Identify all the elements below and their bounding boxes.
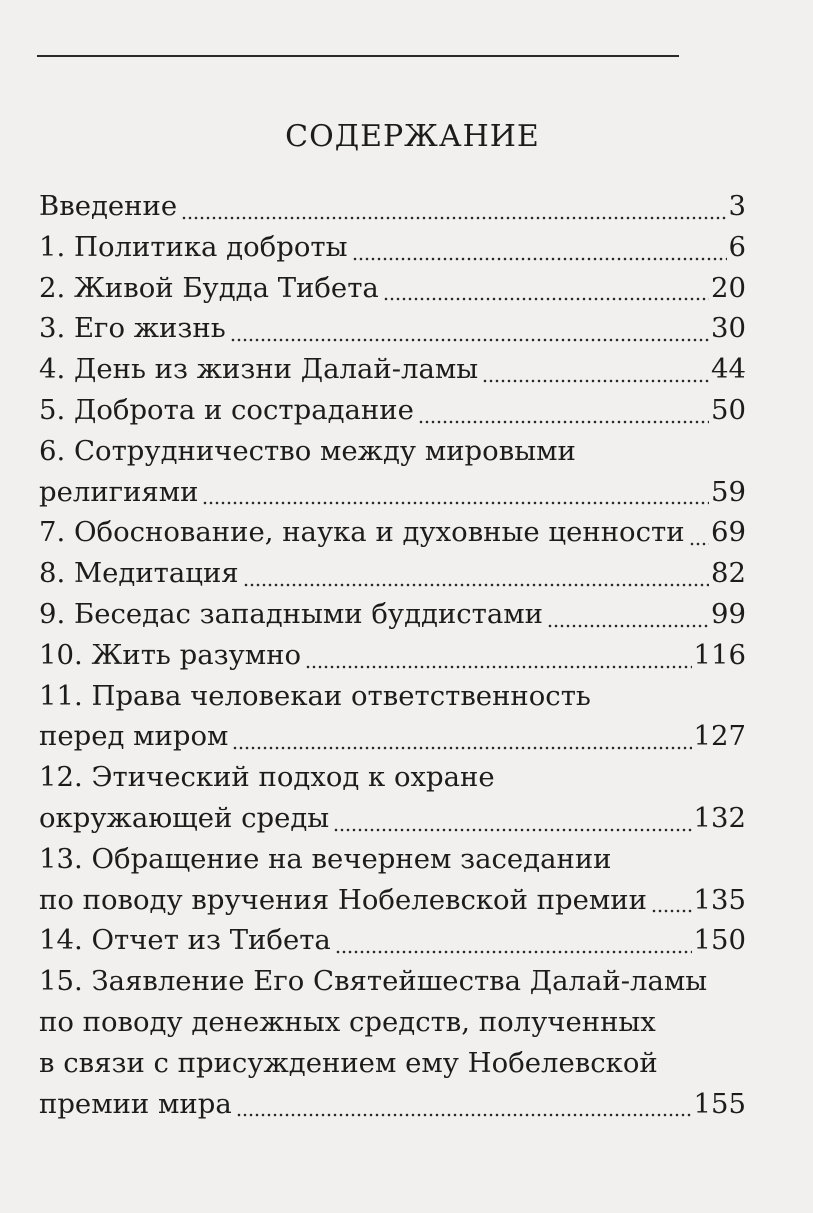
toc-page-number: 30 bbox=[711, 312, 746, 345]
toc-page-number: 59 bbox=[711, 475, 746, 508]
toc-entry-title: религиями bbox=[39, 475, 199, 508]
dot-leader bbox=[305, 658, 691, 669]
toc-entry-title: 12. Этический подход к охране bbox=[39, 761, 495, 794]
dot-leader bbox=[651, 902, 692, 913]
toc-line bbox=[39, 308, 746, 349]
dot-leader bbox=[335, 943, 692, 954]
toc-line bbox=[39, 798, 746, 839]
toc-entry-title: 9. Беседас западными буддистами bbox=[39, 597, 543, 630]
toc-entry-title: 6. Сотрудничество между мировыми bbox=[39, 434, 576, 467]
toc-entry-title: 4. День из жизни Далай-ламы bbox=[39, 353, 479, 386]
toc-entry-title: 2. Живой Будда Тибета bbox=[39, 271, 379, 304]
dot-leader bbox=[418, 413, 709, 424]
toc-entry bbox=[39, 920, 746, 961]
page-title: СОДЕРЖАНИЕ bbox=[285, 119, 540, 154]
top-rule bbox=[37, 55, 679, 57]
toc-page-number: 50 bbox=[711, 393, 746, 426]
toc-entry-title: 7. Обоснование, наука и духовные ценности bbox=[39, 516, 685, 549]
toc-line bbox=[39, 1084, 746, 1125]
toc-page-number: 132 bbox=[693, 801, 746, 834]
toc-line bbox=[39, 186, 746, 227]
dot-leader bbox=[202, 494, 709, 505]
dot-leader bbox=[689, 535, 709, 546]
toc-entry-title: премии мира bbox=[39, 1087, 232, 1120]
toc-entry bbox=[39, 349, 746, 390]
toc-entry-title: по поводу денежных средств, полученных bbox=[39, 1005, 656, 1038]
toc-entry-title: 14. Отчет из Тибета bbox=[39, 924, 331, 957]
toc-entry bbox=[39, 308, 746, 349]
toc-entry bbox=[39, 390, 746, 431]
toc-entry bbox=[39, 635, 746, 676]
toc-entry-title: 10. Жить разумно bbox=[39, 638, 302, 671]
toc-entry-title: в связи с присуждением ему Нобелевской bbox=[39, 1046, 658, 1079]
toc-page-number: 69 bbox=[711, 516, 746, 549]
toc-line bbox=[39, 920, 746, 961]
toc-entry-title: 13. Обращение на вечернем заседании bbox=[39, 842, 612, 875]
toc-line bbox=[39, 839, 746, 880]
toc-entry bbox=[39, 961, 746, 1124]
toc-line bbox=[39, 880, 746, 921]
toc-line bbox=[39, 676, 746, 717]
toc-line bbox=[39, 227, 746, 268]
toc-page-number: 6 bbox=[728, 230, 746, 263]
dot-leader bbox=[230, 331, 709, 342]
toc-entry bbox=[39, 839, 746, 921]
toc-entry-title: перед миром bbox=[39, 720, 229, 753]
toc-page-number: 150 bbox=[693, 924, 746, 957]
toc-page-number: 135 bbox=[693, 883, 746, 916]
dot-leader bbox=[352, 250, 727, 261]
toc-entry bbox=[39, 186, 746, 227]
dot-leader bbox=[181, 209, 726, 220]
toc-line bbox=[39, 349, 746, 390]
toc-line bbox=[39, 594, 746, 635]
table-of-contents bbox=[39, 186, 746, 1124]
toc-entry-title: 5. Доброта и сострадание bbox=[39, 393, 414, 426]
toc-entry bbox=[39, 594, 746, 635]
dot-leader bbox=[232, 739, 691, 750]
toc-line bbox=[39, 390, 746, 431]
toc-entry bbox=[39, 553, 746, 594]
dot-leader bbox=[383, 290, 709, 301]
toc-page-number: 3 bbox=[728, 190, 746, 222]
toc-line bbox=[39, 961, 746, 1002]
toc-page-number: 127 bbox=[693, 720, 746, 753]
toc-line bbox=[39, 431, 746, 472]
toc-entry bbox=[39, 431, 746, 513]
toc-page-number: 20 bbox=[711, 271, 746, 304]
toc-entry-title: по поводу вручения Нобелевской премии bbox=[39, 883, 647, 916]
toc-line bbox=[39, 1002, 746, 1043]
toc-entry-title: окружающей среды bbox=[39, 801, 330, 834]
toc-entry bbox=[39, 757, 746, 839]
toc-page-number: 82 bbox=[711, 557, 746, 590]
toc-entry-title: 8. Медитация bbox=[39, 557, 239, 590]
toc-entry bbox=[39, 268, 746, 309]
toc-line bbox=[39, 472, 746, 513]
toc-line bbox=[39, 268, 746, 309]
toc-page-number: 155 bbox=[693, 1087, 746, 1120]
toc-line bbox=[39, 553, 746, 594]
toc-entry bbox=[39, 227, 746, 268]
toc-entry bbox=[39, 512, 746, 553]
toc-line bbox=[39, 757, 746, 798]
toc-line bbox=[39, 512, 746, 553]
toc-page-number: 116 bbox=[693, 638, 746, 671]
dot-leader bbox=[547, 617, 709, 628]
toc-entry-title: 1. Политика доброты bbox=[39, 230, 348, 263]
toc-entry-title: 11. Права человекаи ответственность bbox=[39, 679, 591, 712]
toc-entry-title: 3. Его жизнь bbox=[39, 312, 226, 345]
dot-leader bbox=[333, 821, 691, 832]
toc-line bbox=[39, 1043, 746, 1084]
toc-line bbox=[39, 635, 746, 676]
toc-page-number: 99 bbox=[711, 597, 746, 630]
toc-entry bbox=[39, 676, 746, 758]
toc-entry-title: 15. Заявление Его Святейшества Далай-ламы bbox=[39, 965, 708, 998]
dot-leader bbox=[482, 372, 709, 383]
toc-line bbox=[39, 716, 746, 757]
toc-page-number: 44 bbox=[711, 353, 746, 386]
dot-leader bbox=[243, 576, 709, 587]
toc-entry-title: Введение bbox=[39, 190, 178, 222]
dot-leader bbox=[236, 1106, 692, 1117]
